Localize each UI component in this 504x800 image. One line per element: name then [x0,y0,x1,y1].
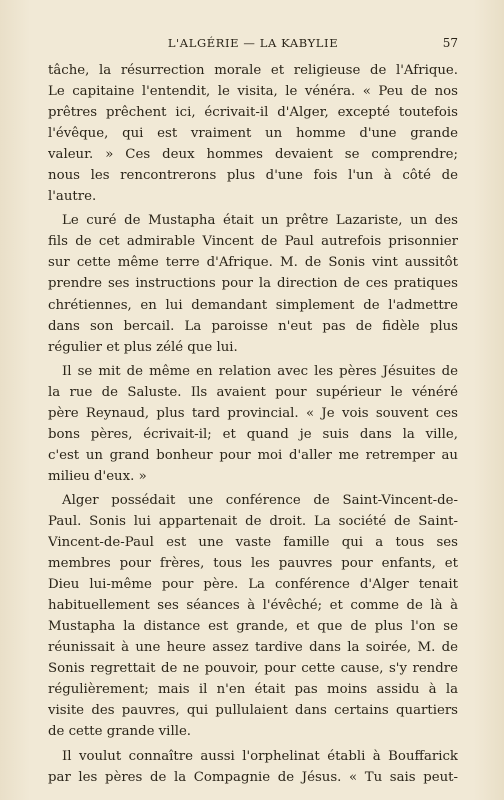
text-line: Alger possédait une conférence de Saint-Vincent-de- [62,492,458,508]
text-line: Le curé de Mustapha était un prêtre Lazariste, un des [62,213,458,229]
text-line: la rue de Saluste. Ils avaient pour supérieur le vénéré [48,384,458,400]
text-line: Mustapha la distance est grande, et que de plus l'on se [48,619,458,635]
text-line: sur cette même terre d'Afrique. M. de Sonis vint aussitôt [48,255,458,271]
text-line: l'autre. [48,189,97,205]
text-line: de cette grande ville. [48,724,192,740]
text-line: nous les rencontrerons plus d'une fois l'un à côté de [48,168,458,184]
text-line: prêtres prêchent ici, écrivait-il d'Alger, excepté toutefois [48,105,458,121]
text-line: habituellement ses séances à l'évêché; et comme de là à [48,598,458,614]
text-line: tâche, la résurrection morale et religieuse de l'Afrique. [48,63,458,78]
text-line: c'est un grand bonheur pour moi d'aller me retremper au [48,447,458,463]
paragraph [48,60,458,207]
paragraph [48,210,458,357]
text-line: Il voulut connaître aussi l'orphelinat établi à Bouffarick [62,748,458,764]
paragraph [48,490,458,743]
text-line: régulièrement; mais il n'en était pas moins assidu à la [48,682,458,698]
text-line: milieu d'eux. » [48,468,147,484]
text-line: Sonis regrettait de ne pouvoir, pour cette cause, s'y rendre [48,661,458,677]
text-line: bons pères, écrivait-il; et quand je suis dans la ville, [48,426,458,442]
text-line: l'évêque, qui est vraiment un homme d'une grande [48,126,458,142]
text-line: visite des pauvres, qui pullulaient dans certains quartiers [48,703,458,719]
text-line: régulier et plus zélé que lui. [48,339,238,355]
text-line: chrétiennes, en lui demandant simplement de l'admettre [48,297,458,313]
text-line: père Reynaud, plus tard provincial. « Je vois souvent ces [48,405,458,421]
text-line: réunissait à une heure assez tardive dans la soirée, M. de [48,640,458,656]
text-line: membres pour frères, tous les pauvres pour enfants, et [48,556,458,572]
text-line: prendre ses instructions pour la direction de ces pratiques [48,276,458,292]
text-line: Il se mit de même en relation avec les pères Jésuites de [62,363,458,379]
page-number: 57 [442,36,458,50]
text-line: fils de cet admirable Vincent de Paul autrefois prisonnier [48,234,458,250]
text-line: Le capitaine l'entendit, le visita, le vénéra. « Peu de nos [48,84,458,100]
text-line: dans son bercail. La paroisse n'eut pas de fidèle plus [48,318,458,334]
text-line: Vincent-de-Paul est une vaste famille qui a tous ses [48,535,458,551]
body-text [48,60,458,788]
paragraph [48,746,458,788]
text-line: par les pères de la Compagnie de Jésus. « Tu sais peut- [48,769,458,785]
text-line: Paul. Sonis lui appartenait de droit. La société de Saint- [48,513,458,529]
text-line: valeur. » Ces deux hommes devaient se comprendre; [48,147,458,163]
running-title: L'ALGÉRIE — LA KABYLIE [167,36,339,50]
page-header [48,36,458,54]
paragraph [48,361,458,487]
text-line: Dieu lui-même pour père. La conférence d'Alger tenait [48,577,458,593]
